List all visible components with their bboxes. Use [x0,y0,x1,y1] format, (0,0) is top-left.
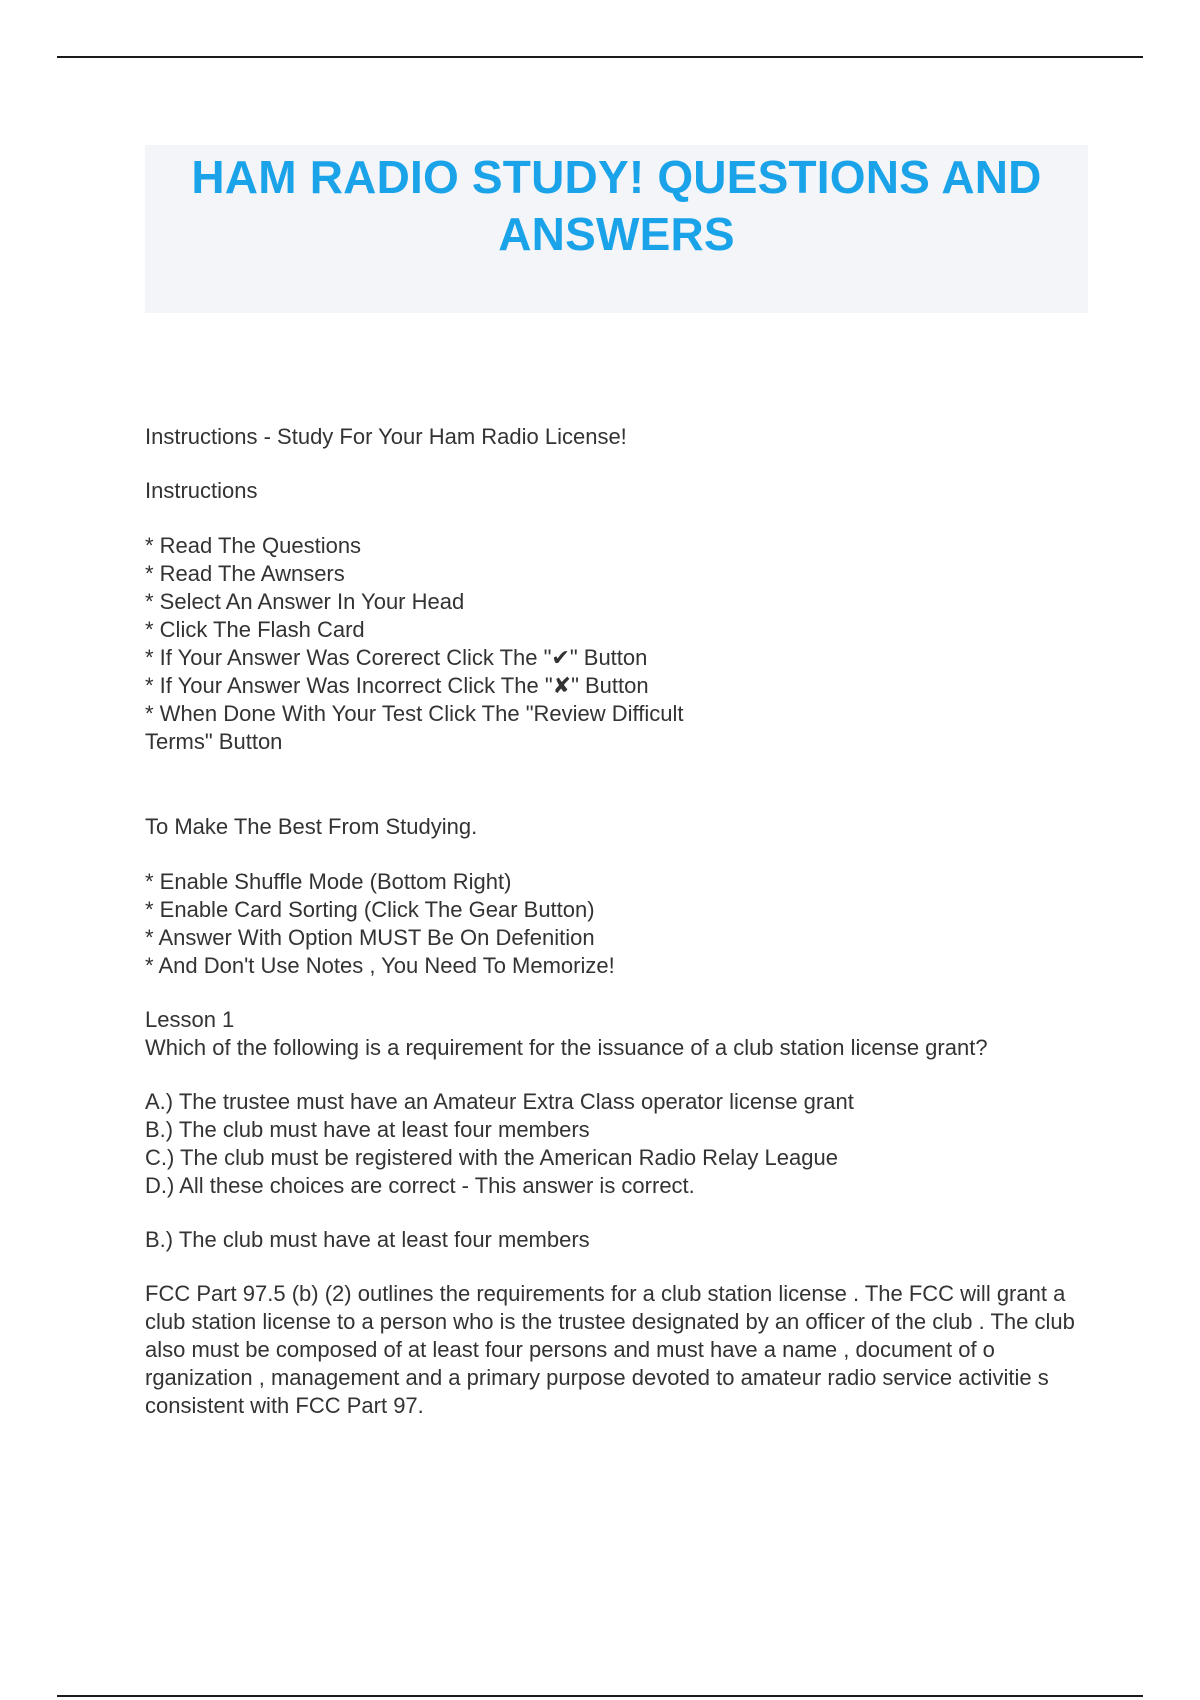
instruction-item: * When Done With Your Test Click The "Review Difficult [145,701,684,726]
instruction-item: * If Your Answer Was Corerect Click The "✔" Button [145,645,648,670]
best-practice-heading: To Make The Best From Studying. [145,814,478,839]
answer-options [145,1088,1095,1200]
instruction-item: * If Your Answer Was Incorrect Click The "✘" Button [145,673,649,698]
instruction-item: * Read The Questions [145,533,362,558]
best-practice-item: * Enable Shuffle Mode (Bottom Right) [145,869,512,894]
instruction-list [145,532,1095,756]
answer-option: C.) The club must be registered with the American Radio Relay League [145,1145,838,1170]
title-banner [145,145,1088,313]
best-practice-item: * And Don't Use Notes , You Need To Memorize! [145,953,615,978]
answer-option: D.) All these choices are correct - This answer is correct. [145,1173,695,1198]
bottom-divider [57,1695,1143,1697]
best-practice-item: * Enable Card Sorting (Click The Gear Button) [145,897,595,922]
correct-answer: B.) The club must have at least four members [145,1227,590,1252]
best-practice-list [145,868,1095,980]
intro-heading: Instructions - Study For Your Ham Radio License! [145,424,627,449]
instruction-item: * Select An Answer In Your Head [145,589,465,614]
instruction-item: Terms" Button [145,729,283,754]
instructions-label: Instructions [145,478,258,503]
document-title: HAM RADIO STUDY! QUESTIONS AND ANSWERS [191,151,1042,260]
document-body [145,423,1095,1420]
best-practice-item: * Answer With Option MUST Be On Defenition [145,925,595,950]
answer-explanation: FCC Part 97.5 (b) (2) outlines the requirements for a club station license . The FCC will grant a club station license to a person who is the trustee designated by an officer of the club . The club also must be composed of at least four persons and must have a name , document of o rganization , management and a primary purpose devoted to amateur radio service activitie s consistent with FCC Part 97. [145,1281,1075,1418]
instruction-item: * Click The Flash Card [145,617,365,642]
answer-option: A.) The trustee must have an Amateur Extra Class operator license grant [145,1089,854,1114]
answer-option: B.) The club must have at least four members [145,1117,590,1142]
instruction-item: * Read The Awnsers [145,561,345,586]
lesson-question: Which of the following is a requirement for the issuance of a club station license grant? [145,1035,988,1060]
top-divider [57,56,1143,58]
lesson-label: Lesson 1 [145,1007,235,1032]
